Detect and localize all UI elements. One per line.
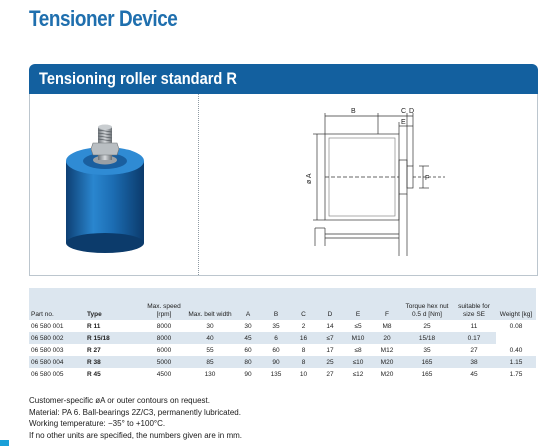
table-cell: 35 [402, 344, 452, 356]
table-cell: 8 [291, 356, 316, 368]
tensioning-roller-photo [60, 119, 150, 259]
table-cell: 25 [402, 320, 452, 332]
table-cell: R 45 [85, 368, 143, 380]
table-cell: 0.17 [452, 332, 496, 344]
table-cell: 135 [261, 368, 291, 380]
table-cell: 06 580 005 [29, 368, 85, 380]
note-line: Material: PA 6. Ball-bearings 2Z/C3, permanently lubricated. [29, 407, 241, 417]
table-cell: 10 [291, 368, 316, 380]
table-cell: 55 [185, 344, 235, 356]
table-cell: 27 [452, 344, 496, 356]
notes [29, 395, 242, 441]
corner-marker [0, 440, 9, 446]
col-type: Type [85, 288, 143, 320]
table-cell: 14 [316, 320, 344, 332]
dimension-label-d: D [409, 108, 415, 115]
note-line: Working temperature: −35° to +100°C. [29, 419, 166, 428]
table-cell: 60 [261, 344, 291, 356]
table-cell: 20 [372, 332, 402, 344]
col-torque: Torque hex nut 0.5 d [Nm] [402, 288, 452, 320]
section-title: Tensioning roller standard R [39, 69, 237, 88]
col-max-belt-width: Max. belt width [185, 288, 235, 320]
dimension-label-b: B [351, 108, 356, 115]
table-cell: 25 [316, 356, 344, 368]
dimension-label-c: C [401, 108, 407, 115]
note-line: If no other units are specified, the numbers given are in mm. [29, 430, 242, 440]
col-suitable-size: suitable for size SE [452, 288, 496, 320]
table-cell: 4500 [143, 368, 185, 380]
col-f: F [372, 288, 402, 320]
table-row [29, 344, 536, 356]
table-row [29, 320, 536, 332]
table-cell: 90 [261, 356, 291, 368]
col-weight: Weight [kg] [496, 288, 536, 320]
table-cell: 60 [235, 344, 261, 356]
table-cell: R 27 [85, 344, 143, 356]
table-cell: 15/18 [402, 332, 452, 344]
table-cell: M8 [372, 320, 402, 332]
note-line: Customer-specific øA or outer contours on request. [29, 396, 210, 405]
col-b: B [261, 288, 291, 320]
col-a: A [235, 288, 261, 320]
table-cell: 45 [452, 368, 496, 380]
table-row [29, 368, 536, 380]
page-title: Tensioner Device [29, 6, 178, 31]
table-cell: R 38 [85, 356, 143, 368]
table-cell: M12 [372, 344, 402, 356]
table-cell: 165 [402, 368, 452, 380]
table-cell: 85 [185, 356, 235, 368]
table-cell: 8000 [143, 332, 185, 344]
table-cell: M20 [372, 368, 402, 380]
table-cell: 0.08 [496, 320, 536, 332]
table-cell: 165 [402, 356, 452, 368]
table-cell: 38 [452, 356, 496, 368]
col-c: C [291, 288, 316, 320]
table-cell: 6000 [143, 344, 185, 356]
table-cell: ≤5 [344, 320, 372, 332]
col-d: D [316, 288, 344, 320]
table-cell: ≤7 [316, 332, 344, 344]
table-cell: 11 [452, 320, 496, 332]
dimension-label-f: F [425, 175, 430, 182]
col-max-speed: Max. speed [rpm] [143, 288, 185, 320]
spec-table [29, 288, 536, 380]
table-cell: ≤10 [344, 356, 372, 368]
table-cell: R 15/18 [85, 332, 143, 344]
table-cell: 30 [185, 320, 235, 332]
table-cell: 06 580 003 [29, 344, 85, 356]
technical-drawing [295, 104, 455, 264]
table-cell: 1.75 [496, 368, 536, 380]
table-cell: 06 580 001 [29, 320, 85, 332]
table-row [29, 356, 536, 368]
table-cell: M10 [344, 332, 372, 344]
table-cell: 130 [185, 368, 235, 380]
table-cell: 90 [235, 368, 261, 380]
table-cell: M20 [372, 356, 402, 368]
col-e: E [344, 288, 372, 320]
table-cell: R 11 [85, 320, 143, 332]
table-cell: 0.40 [496, 344, 536, 356]
table-cell: 8000 [143, 320, 185, 332]
table-cell: ≤12 [344, 368, 372, 380]
table-cell: 1.15 [496, 356, 536, 368]
table-cell: 6 [261, 332, 291, 344]
table-cell: 35 [261, 320, 291, 332]
table-cell: 27 [316, 368, 344, 380]
table-cell: 5000 [143, 356, 185, 368]
table-cell: 06 580 002 [29, 332, 85, 344]
table-cell: 45 [235, 332, 261, 344]
table-row [29, 332, 536, 344]
table-cell: 8 [291, 344, 316, 356]
section-body [29, 94, 538, 276]
dimension-label-a: ø A [306, 173, 313, 184]
table-cell: ≤8 [344, 344, 372, 356]
table-cell: 17 [316, 344, 344, 356]
table-header-row [29, 288, 536, 320]
table-cell: 30 [235, 320, 261, 332]
table-cell: 06 580 004 [29, 356, 85, 368]
table-cell: 80 [235, 356, 261, 368]
table-cell: 16 [291, 332, 316, 344]
table-cell: 2 [291, 320, 316, 332]
col-part-no: Part no. [29, 288, 85, 320]
section-header [29, 64, 538, 94]
dimension-label-e: E [401, 119, 406, 126]
section-divider [198, 94, 200, 275]
table-cell: 40 [185, 332, 235, 344]
